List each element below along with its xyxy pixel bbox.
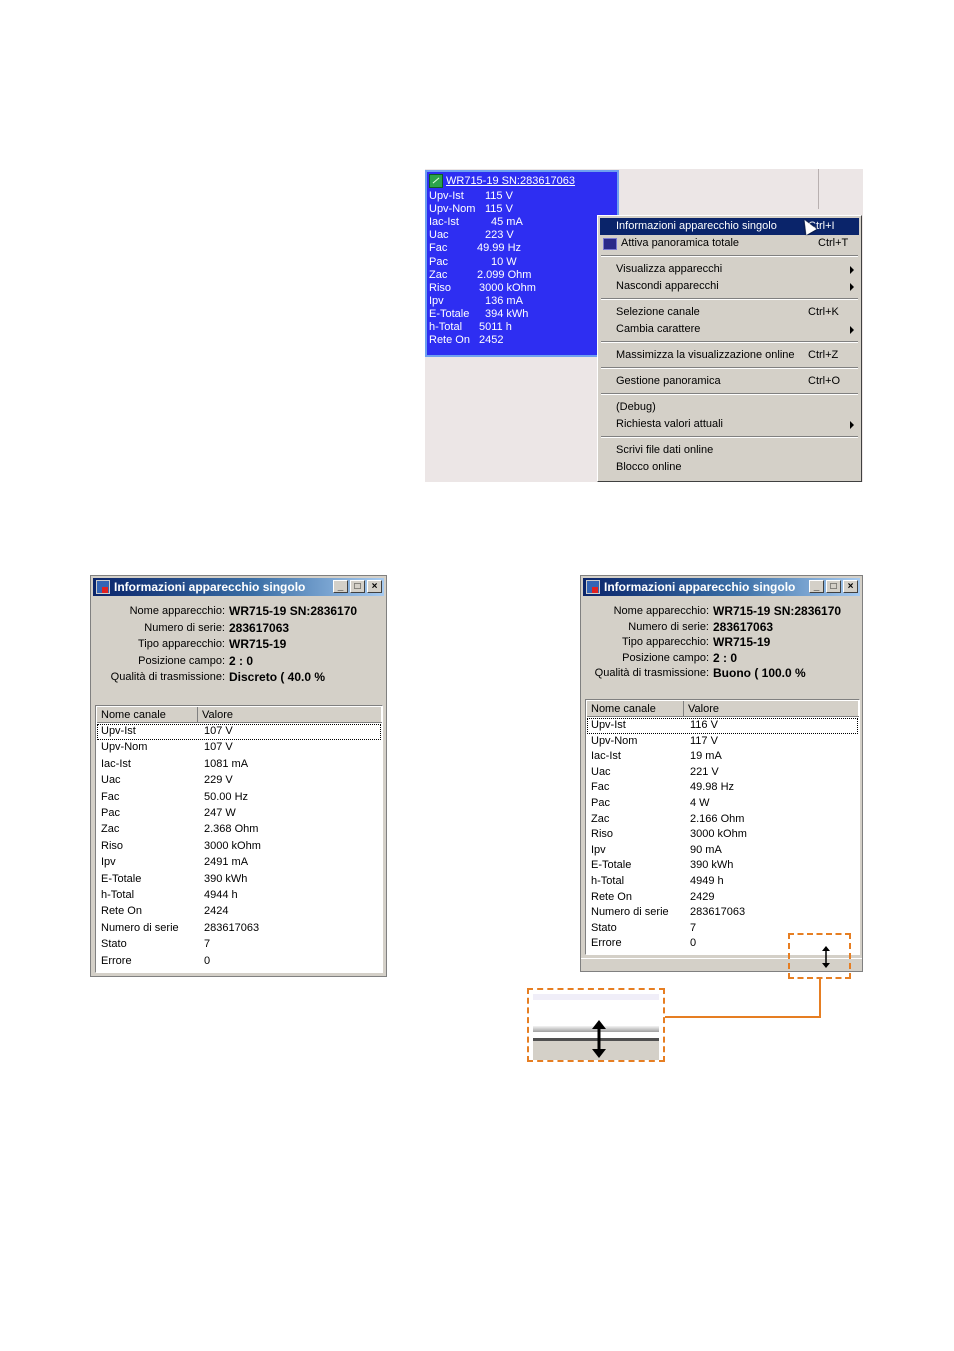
- table-row[interactable]: [97, 773, 381, 789]
- channel-name-cell: E-Totale: [591, 859, 632, 872]
- menu-item[interactable]: [600, 373, 859, 390]
- channel-value-cell: 1081 mA: [204, 757, 249, 770]
- channel-name-cell: Rete On: [101, 905, 142, 918]
- menu-item-label: Blocco online: [616, 461, 682, 473]
- info-row: [91, 620, 386, 636]
- reading-name: Upv-Nom: [429, 203, 476, 216]
- close-button[interactable]: ×: [367, 580, 382, 593]
- info-label: Posizione campo:: [138, 654, 225, 667]
- channel-name-cell: Pac: [101, 807, 120, 819]
- device-reading-row: [429, 308, 619, 321]
- menu-item-label: Richiesta valori attuali: [616, 418, 723, 430]
- reading-value: 10 W: [491, 255, 517, 268]
- channel-value-cell: 221 V: [690, 765, 719, 778]
- menu-separator: [601, 393, 858, 395]
- menu-item-label: Nascondi apparecchi: [616, 280, 719, 292]
- menu-separator: [601, 255, 858, 257]
- info-value: WR715-19 SN:2836170: [229, 604, 358, 618]
- info-row: [91, 636, 386, 652]
- menu-item[interactable]: [600, 304, 859, 321]
- info-value: 2 : 0: [713, 650, 738, 665]
- info-label: Nome apparecchio:: [613, 605, 709, 617]
- table-row[interactable]: [97, 855, 381, 871]
- info-value: WR715-19 SN:2836170: [713, 604, 842, 618]
- info-label: Qualità di trasmissione:: [110, 671, 225, 683]
- menu-item[interactable]: [600, 347, 859, 364]
- device-reading-row: [429, 242, 619, 255]
- channel-list[interactable]: [95, 705, 383, 973]
- channel-value-cell: 3000 kOhm: [204, 839, 261, 852]
- channel-value-cell: 2491 mA: [204, 856, 249, 869]
- info-value: 2 : 0: [229, 653, 254, 668]
- reading-value: 394 kWh: [485, 307, 529, 320]
- info-label: Tipo apparecchio:: [137, 638, 225, 650]
- column-header-channel[interactable]: Nome canale: [587, 701, 684, 717]
- zoom-list-edge: [533, 994, 659, 1000]
- table-row[interactable]: [97, 790, 381, 806]
- resize-vertical-icon: [591, 1020, 607, 1058]
- device-info-dialog-right: [580, 575, 863, 972]
- reading-value: 45 mA: [491, 216, 523, 229]
- menu-item-label: Informazioni apparecchio singolo: [616, 220, 777, 232]
- table-row[interactable]: [97, 954, 381, 970]
- channel-value-cell: 117 V: [690, 734, 718, 747]
- submenu-arrow-icon: [850, 326, 854, 334]
- channel-value-cell: 390 kWh: [204, 872, 248, 885]
- channel-name-cell: Ipv: [101, 856, 116, 869]
- channel-name-cell: Riso: [101, 839, 124, 852]
- menu-item-label: Cambia carattere: [616, 323, 701, 335]
- reading-value: 2.099 Ohm: [477, 268, 532, 281]
- info-label: Nome apparecchio:: [129, 605, 225, 617]
- info-value: WR715-19: [713, 635, 771, 650]
- menu-item-label: Selezione canale: [616, 306, 700, 318]
- submenu-arrow-icon: [850, 421, 854, 429]
- info-value: Buono ( 100.0 %: [713, 666, 806, 681]
- device-reading-row: [429, 295, 619, 308]
- table-row[interactable]: [587, 874, 858, 890]
- channel-value-cell: 107 V: [204, 741, 233, 754]
- device-reading-row: [429, 229, 619, 242]
- table-row[interactable]: [97, 724, 381, 740]
- channel-name-cell: Numero di serie: [101, 921, 179, 934]
- channel-value-cell: 116 V: [690, 719, 718, 731]
- minimize-button[interactable]: _: [333, 580, 348, 593]
- table-row[interactable]: [97, 937, 381, 953]
- menu-item[interactable]: [600, 218, 859, 235]
- channel-value-cell: 49.98 Hz: [690, 781, 735, 794]
- table-row[interactable]: [587, 718, 858, 734]
- channel-value-cell: 107 V: [204, 725, 233, 737]
- table-row[interactable]: [97, 740, 381, 756]
- menu-item-label: Massimizza la visualizzazione online: [616, 349, 795, 361]
- table-row[interactable]: [587, 858, 858, 874]
- reading-value: 49.99 Hz: [477, 242, 522, 255]
- info-value: WR715-19: [229, 637, 287, 651]
- info-label: Numero di serie:: [628, 620, 709, 633]
- submenu-arrow-icon: [850, 283, 854, 291]
- channel-value-cell: 390 kWh: [690, 859, 734, 872]
- channel-value-cell: 7: [204, 938, 211, 951]
- channel-value-cell: 229 V: [204, 774, 233, 787]
- info-label: Tipo apparecchio:: [621, 636, 709, 649]
- reading-name: Ipv: [429, 294, 444, 307]
- context-menu: [597, 215, 862, 482]
- menu-separator: [601, 298, 858, 300]
- channel-name-cell: Upv-Nom: [101, 741, 148, 754]
- channel-value-cell: 283617063: [690, 906, 746, 919]
- list-header: [587, 701, 858, 717]
- channel-value-cell: 0: [204, 954, 211, 967]
- info-value: 283617063: [229, 620, 290, 635]
- channel-name-cell: Uac: [591, 765, 611, 778]
- reading-name: Uac: [429, 229, 449, 242]
- menu-item-shortcut: Ctrl+Z: [808, 349, 839, 361]
- table-row[interactable]: [587, 890, 858, 906]
- menu-item-label: Attiva panoramica totale: [621, 237, 740, 249]
- table-row[interactable]: [97, 757, 381, 773]
- device-reading-row: [429, 216, 619, 229]
- channel-value-cell: 283617063: [204, 921, 260, 934]
- channel-name-cell: Errore: [101, 954, 132, 967]
- table-row[interactable]: [587, 827, 858, 843]
- info-row: [581, 619, 862, 635]
- reading-name: Zac: [429, 268, 448, 281]
- reading-name: E-Totale: [429, 307, 470, 320]
- table-row[interactable]: [97, 921, 381, 937]
- menu-item[interactable]: [600, 261, 859, 278]
- maximize-button[interactable]: □: [826, 580, 841, 593]
- channel-name-cell: Upv-Ist: [591, 719, 626, 731]
- channel-value-cell: 2429: [690, 890, 715, 903]
- info-row: [581, 650, 862, 666]
- channel-name-cell: Upv-Ist: [101, 725, 136, 737]
- device-reading-row: [429, 190, 619, 203]
- menu-item-shortcut: Ctrl+T: [818, 237, 849, 249]
- channel-value-cell: 7: [690, 921, 697, 934]
- column-header-value[interactable]: Valore: [198, 707, 383, 723]
- menu-separator: [601, 367, 858, 369]
- inverter-icon: [429, 174, 443, 188]
- close-button[interactable]: ×: [843, 580, 858, 593]
- table-row[interactable]: [97, 904, 381, 920]
- list-header: [97, 707, 381, 723]
- channel-value-cell: 2424: [204, 905, 229, 918]
- channel-name-cell: Zac: [101, 823, 120, 836]
- info-row: [91, 603, 386, 619]
- device-reading-row: [429, 282, 619, 295]
- channel-name-cell: Errore: [591, 937, 622, 950]
- menu-item-label: Scrivi file dati online: [616, 444, 714, 456]
- menu-item-shortcut: Ctrl+I: [808, 220, 835, 232]
- channel-name-cell: E-Totale: [101, 872, 142, 885]
- maximize-button[interactable]: □: [350, 580, 365, 593]
- title-bar[interactable]: [583, 578, 860, 596]
- menu-item-label: Gestione panoramica: [616, 375, 721, 387]
- reading-name: h-Total: [429, 321, 463, 333]
- channel-name-cell: h-Total: [101, 889, 135, 901]
- menu-item[interactable]: [600, 399, 859, 416]
- table-row[interactable]: [587, 749, 858, 765]
- reading-value: 223 V: [485, 229, 514, 242]
- app-icon: [586, 580, 600, 594]
- menu-item[interactable]: [600, 278, 859, 295]
- menu-separator: [601, 436, 858, 438]
- channel-value-cell: 2.368 Ohm: [204, 823, 259, 836]
- connector-line: [819, 979, 821, 1018]
- info-label: Qualità di trasmissione:: [594, 667, 709, 680]
- channel-name-cell: Ipv: [591, 843, 606, 856]
- channel-value-cell: 19 mA: [690, 750, 722, 763]
- table-row[interactable]: [587, 812, 858, 828]
- channel-value-cell: 4949 h: [690, 875, 724, 887]
- submenu-arrow-icon: [850, 266, 854, 274]
- channel-name-cell: Stato: [591, 921, 617, 934]
- channel-name-cell: Uac: [101, 774, 121, 787]
- channel-name-cell: Zac: [591, 812, 610, 825]
- table-row[interactable]: [587, 765, 858, 781]
- channel-name-cell: Pac: [591, 797, 610, 809]
- app-icon: [96, 580, 110, 594]
- device-info-dialog-left: [90, 575, 387, 977]
- reading-value: 136 mA: [485, 294, 523, 307]
- menu-separator: [601, 341, 858, 343]
- info-label: Posizione campo:: [622, 651, 709, 664]
- info-row: [91, 669, 386, 685]
- table-row[interactable]: [97, 839, 381, 855]
- reading-name: Pac: [429, 255, 448, 268]
- channel-name-cell: Numero di serie: [591, 906, 669, 919]
- menu-item-shortcut: Ctrl+O: [808, 375, 841, 387]
- channel-name-cell: Iac-Ist: [591, 750, 621, 763]
- column-header-channel[interactable]: Nome canale: [97, 707, 198, 723]
- reading-name: Upv-Ist: [429, 190, 464, 202]
- reading-name: Rete On: [429, 334, 470, 347]
- channel-value-cell: 0: [690, 937, 697, 950]
- info-value: Discreto ( 40.0 %: [229, 670, 326, 684]
- menu-item-label: Visualizza apparecchi: [616, 263, 723, 275]
- channel-value-cell: 3000 kOhm: [690, 828, 747, 841]
- info-row: [91, 653, 386, 669]
- channel-list[interactable]: [585, 699, 860, 955]
- channel-name-cell: Riso: [591, 828, 614, 841]
- table-row[interactable]: [97, 822, 381, 838]
- device-reading-row: [429, 269, 619, 282]
- table-row[interactable]: [587, 796, 858, 812]
- reading-value: 115 V: [485, 203, 513, 216]
- channel-name-cell: Fac: [101, 790, 120, 803]
- device-reading-row: [429, 321, 619, 334]
- table-row[interactable]: [97, 888, 381, 904]
- menu-item[interactable]: [600, 321, 859, 338]
- menu-item-label: (Debug): [616, 401, 656, 413]
- device-reading-row: [429, 203, 619, 216]
- reading-value: 5011 h: [479, 321, 512, 333]
- table-row[interactable]: [587, 905, 858, 921]
- zoom-box: [527, 988, 665, 1062]
- divider: [818, 169, 819, 209]
- channel-value-cell: 4 W: [690, 797, 710, 809]
- info-row: [581, 665, 862, 681]
- reading-value: 115 V: [485, 190, 513, 202]
- table-row[interactable]: [97, 872, 381, 888]
- info-value: 283617063: [713, 619, 774, 634]
- device-reading-row: [429, 256, 619, 269]
- channel-name-cell: Stato: [101, 938, 127, 951]
- menu-item[interactable]: [600, 442, 859, 459]
- channel-value-cell: 90 mA: [690, 843, 722, 856]
- device-panel-header: [429, 174, 575, 188]
- dialog-title: Informazioni apparecchio singolo: [114, 580, 306, 594]
- menu-item-shortcut: Ctrl+K: [808, 306, 839, 318]
- table-row[interactable]: [587, 843, 858, 859]
- channel-value-cell: 4944 h: [204, 889, 238, 901]
- menu-item[interactable]: [600, 416, 859, 433]
- device-panel[interactable]: [425, 170, 619, 357]
- channel-value-cell: 2.166 Ohm: [690, 812, 745, 825]
- channel-name-cell: h-Total: [591, 875, 625, 887]
- info-row: [581, 634, 862, 650]
- minimize-button[interactable]: _: [809, 580, 824, 593]
- connector-line: [664, 1016, 821, 1018]
- channel-value-cell: 50.00 Hz: [204, 790, 249, 803]
- menu-item[interactable]: [600, 235, 859, 252]
- column-header-value[interactable]: Valore: [684, 701, 860, 717]
- channel-name-cell: Iac-Ist: [101, 757, 131, 770]
- channel-name-cell: Upv-Nom: [591, 734, 638, 747]
- table-row[interactable]: [587, 780, 858, 796]
- resize-vertical-icon: [818, 945, 834, 969]
- table-row[interactable]: [587, 734, 858, 750]
- menu-item[interactable]: [600, 459, 859, 476]
- title-bar[interactable]: [93, 578, 384, 596]
- channel-value-cell: 247 W: [204, 807, 236, 819]
- reading-name: Fac: [429, 242, 448, 255]
- channel-name-cell: Rete On: [591, 890, 632, 903]
- top-screenshot: [425, 169, 863, 482]
- table-row[interactable]: [97, 806, 381, 822]
- dialog-title: Informazioni apparecchio singolo: [604, 580, 796, 594]
- device-reading-row: [429, 334, 619, 347]
- reading-value: 2452: [479, 334, 504, 347]
- info-row: [581, 603, 862, 619]
- reading-name: Iac-Ist: [429, 216, 459, 229]
- info-label: Numero di serie:: [144, 621, 225, 634]
- reading-name: Riso: [429, 281, 452, 294]
- reading-value: 3000 kOhm: [479, 281, 536, 294]
- channel-name-cell: Fac: [591, 781, 610, 794]
- panorama-icon: [603, 238, 617, 250]
- device-title-link[interactable]: WR715-19 SN:283617063: [446, 175, 576, 187]
